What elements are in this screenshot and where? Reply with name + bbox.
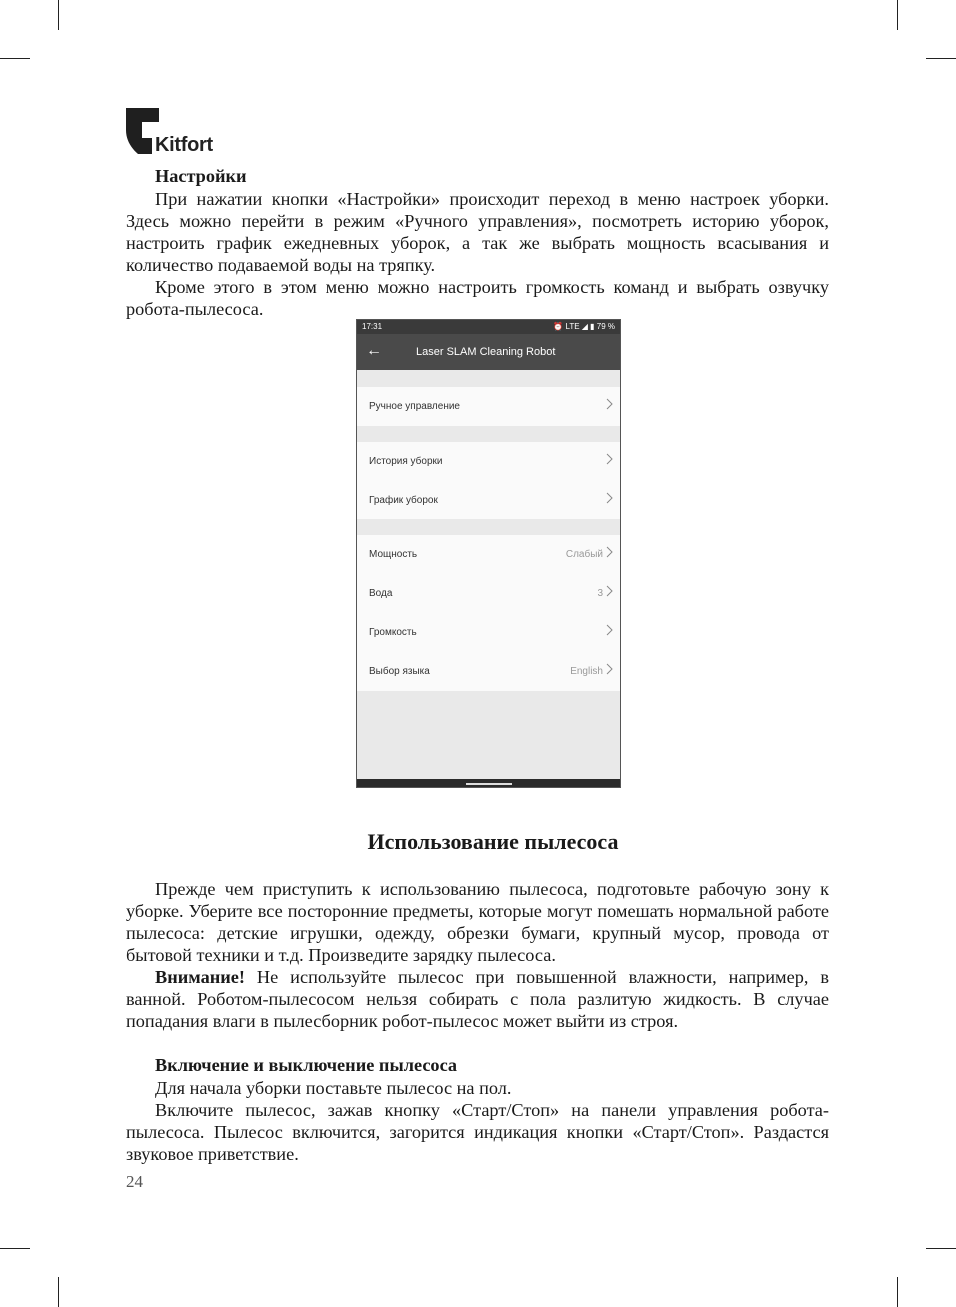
app-title: Laser SLAM Cleaning Robot [416, 346, 556, 358]
arrow-left-icon[interactable]: ← [366, 342, 382, 359]
kitfort-logo [126, 108, 246, 158]
crop-mark [897, 1277, 898, 1307]
status-icons: ⏰ LTE ◢ ▮ 79 % [553, 322, 615, 331]
crop-mark [58, 1277, 59, 1307]
row-label: Выбор языка [369, 665, 430, 677]
status-time: 17:31 [362, 322, 383, 331]
group-gap [357, 370, 620, 387]
app-bar [357, 334, 620, 370]
chevron-right-icon [606, 663, 613, 675]
usage-warning [126, 966, 829, 1032]
warning-label: Внимание! [155, 967, 245, 987]
app-screenshot [356, 319, 621, 788]
chevron-right-icon [606, 546, 613, 558]
crop-mark [926, 1248, 956, 1249]
settings-paragraph-1: При нажатии кнопки «Настройки» происходит переход в меню настроек уборки. Здесь можно перейти в режим «Ручного управления», посмотреть историю уборок, настроить график ежедневных уборок, а так же выбрать мощность всасывания и количество подаваемой воды на тряпку. [126, 189, 829, 275]
row-value: English [570, 665, 603, 677]
settings-text [126, 188, 829, 320]
chevron-right-icon [606, 624, 613, 636]
home-gesture-pill[interactable] [466, 783, 512, 785]
usage-text [126, 878, 829, 1032]
chevron-right-icon [606, 492, 613, 504]
power-heading: Включение и выключение пылесоса [155, 1055, 458, 1075]
usage-title: Использование пылесоса [367, 829, 619, 854]
row-value: 3 [597, 588, 603, 600]
row-label: Мощность [369, 549, 418, 561]
power-paragraph-1: Для начала уборки поставьте пылесос на пол. [155, 1078, 512, 1098]
power-paragraph-2: Включите пылесос, зажав кнопку «Старт/Стоп» на панели управления робота-пылесоса. Пылесос включится, загорится индикация кнопки «Старт/Стоп». Раздастся звуковое приветствие. [126, 1100, 829, 1164]
warning-text: Не используйте пылесос при повышенной влажности, например, в ванной. Роботом-пылесосом нельзя собирать с пола разлитую жидкость. В случае попадания влаги в пылесборник робот-пылесос может выйти из строя. [126, 967, 829, 1031]
crop-mark [897, 0, 898, 30]
settings-row-volume[interactable] [357, 613, 620, 652]
settings-row-language[interactable] [357, 652, 620, 691]
group-gap [357, 426, 620, 442]
row-label: График уборок [369, 494, 438, 506]
crop-mark [926, 58, 956, 59]
row-value: Слабый [565, 549, 603, 561]
settings-row-cleaning-schedule[interactable] [357, 481, 620, 520]
brand-name: Kitfort [155, 134, 213, 156]
settings-row-water[interactable] [357, 574, 620, 613]
settings-paragraph-2: Кроме этого в этом меню можно настроить громкость команд и выбрать озвучку робота-пылесоса. [126, 277, 829, 319]
status-bar [357, 320, 620, 334]
row-label: Громкость [369, 626, 417, 638]
usage-paragraph-1: Прежде чем приступить к использованию пылесоса, подготовьте рабочую зону к уборке. Уберите все посторонние предметы, которые могут помешать нормальной работе пылесоса: детские игрушки, одежду, обрезки бумаги, крупный мусор, провода от бытовой техники и т.д. Произведите зарядку пылесоса. [126, 879, 829, 965]
row-label: Вода [369, 588, 393, 600]
chevron-right-icon [606, 398, 613, 410]
row-label: История уборки [369, 455, 443, 467]
chevron-right-icon [606, 453, 613, 465]
chevron-right-icon [606, 585, 613, 597]
crop-mark [58, 0, 59, 30]
settings-row-cleaning-history[interactable] [357, 442, 620, 481]
crop-mark [0, 58, 30, 59]
power-text [126, 1077, 829, 1165]
settings-row-manual-control[interactable] [357, 387, 620, 426]
crop-mark [0, 1248, 30, 1249]
group-gap [357, 519, 620, 535]
settings-row-power[interactable] [357, 535, 620, 574]
row-label: Ручное управление [369, 401, 460, 412]
navigation-bar [357, 779, 620, 787]
settings-heading: Настройки [155, 166, 247, 186]
page-number: 24 [126, 1172, 143, 1191]
